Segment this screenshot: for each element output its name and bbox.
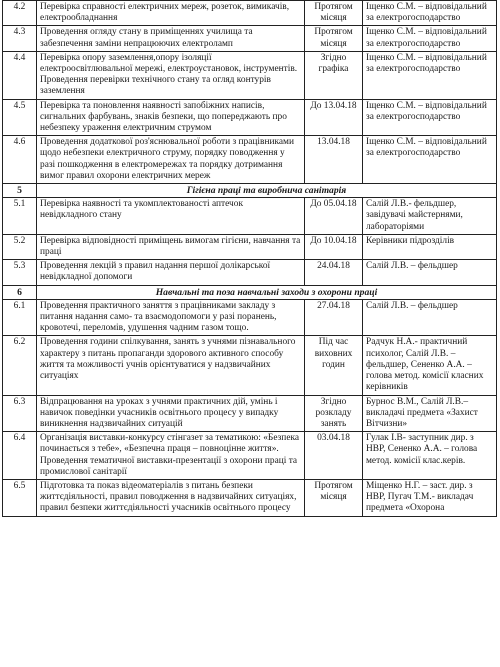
row-number: 6.2 bbox=[3, 336, 37, 395]
responsible-person: Бурнос В.М., Салій Л.В.– викладачі предмета «Захист Вітчизни» bbox=[363, 395, 497, 432]
section-title: Навчальні та поза навчальні заходи з охорони праці bbox=[37, 285, 497, 299]
deadline: Під час виховних годин bbox=[305, 336, 363, 395]
row-number: 6.3 bbox=[3, 395, 37, 432]
responsible-person: Гулак І.В- заступник дир. з НВР, Сененко А.А. – голова метод. комісії клас.керів. bbox=[363, 432, 497, 480]
responsible-person: Іщенко С.М. – відповідальний за електрогосподарство bbox=[363, 99, 497, 136]
safety-plan-table bbox=[2, 0, 497, 517]
deadline: 03.04.18 bbox=[305, 432, 363, 480]
table-row bbox=[3, 336, 497, 395]
measure-text: Перевірка опору заземлення,опору ізоляції електроосвітлювальної мережі, електроустановок, інструментів. Проведення перевірки технічного стану та огляд контурів заземлення bbox=[37, 51, 305, 99]
table-row bbox=[3, 136, 497, 184]
deadline: Протягом місяця bbox=[305, 1, 363, 26]
table-row bbox=[3, 1, 497, 26]
responsible-person: Іщенко С.М. – відповідальний за електрогосподарство bbox=[363, 136, 497, 184]
measure-text: Організація виставки-конкурсу стінгазет за тематикою: «Безпека починається з тебе», «Безпечна праця – повноцінне життя». Проведення тематичної виставки-презентації з охорони праці та промислової санітарії bbox=[37, 432, 305, 480]
measure-text: Перевірка наявності та укомплектованості аптечок невідкладного стану bbox=[37, 198, 305, 235]
deadline: До 05.04.18 bbox=[305, 198, 363, 235]
section-header-row bbox=[3, 184, 497, 198]
deadline: Згідно розкладу занять bbox=[305, 395, 363, 432]
table-row bbox=[3, 234, 497, 259]
row-number: 4.2 bbox=[3, 1, 37, 26]
deadline: Протягом місяця bbox=[305, 26, 363, 51]
measure-text: Перевірка відповідності приміщень вимогам гігієни, навчання та праці bbox=[37, 234, 305, 259]
table-row bbox=[3, 26, 497, 51]
table-row bbox=[3, 99, 497, 136]
section-title: Гігієна праці та виробнича санітарія bbox=[37, 184, 497, 198]
table-row bbox=[3, 479, 497, 516]
row-number: 5.1 bbox=[3, 198, 37, 235]
responsible-person: Іщенко С.М. – відповідальний за електрогосподарство bbox=[363, 51, 497, 99]
row-number: 4.4 bbox=[3, 51, 37, 99]
row-number: 5.3 bbox=[3, 260, 37, 285]
deadline: До 13.04.18 bbox=[305, 99, 363, 136]
responsible-person: Керівники підрозділів bbox=[363, 234, 497, 259]
deadline: 27.04.18 bbox=[305, 299, 363, 336]
responsible-person: Салій Л.В. – фельдшер bbox=[363, 260, 497, 285]
table-row bbox=[3, 395, 497, 432]
document-page bbox=[2, 0, 498, 517]
measure-text: Перевірка справності електричних мереж, розеток, вимикачів, електрообладнання bbox=[37, 1, 305, 26]
row-number: 6.1 bbox=[3, 299, 37, 336]
measure-text: Проведення практичного заняття з працівниками закладу з питання надання само- та взаємодопомоги у разі поранень, кровотечі, переломів, удушення чадним газом тощо. bbox=[37, 299, 305, 336]
measure-text: Проведення години спілкування, занять з учнями пізнавального характеру з питань пропаганди здорового активного способу життя та можливості учнів орієнтуватися у надзвичайних ситуаціях bbox=[37, 336, 305, 395]
responsible-person: Салій Л.В. – фельдшер bbox=[363, 299, 497, 336]
measure-text: Проведення лекцій з правил надання першої долікарської невідкладної допомоги bbox=[37, 260, 305, 285]
table-row bbox=[3, 260, 497, 285]
measure-text: Перевірка та поновлення наявності запобіжних написів, сигнальних фарбувань, знаків безпеки, що попереджають про небезпеку ураження електричним струмом bbox=[37, 99, 305, 136]
measure-text: Проведення додаткової роз'яснювальної роботи з працівниками щодо небезпеки електричного струму, порядку поводження у разі пошкодження в електромережах та порядку дотримання вимог правил охорони електричних мереж bbox=[37, 136, 305, 184]
table-row bbox=[3, 198, 497, 235]
deadline: 24.04.18 bbox=[305, 260, 363, 285]
section-number: 6 bbox=[3, 285, 37, 299]
deadline: 13.04.18 bbox=[305, 136, 363, 184]
row-number: 4.6 bbox=[3, 136, 37, 184]
measure-text: Проведення огляду стану в приміщеннях училища та забезпечення заміни непрацюючих електроламп bbox=[37, 26, 305, 51]
measure-text: Відпрацювання на уроках з учнями практичних дій, умінь і навичок поведінки учасників освітнього процесу у випадку виникнення надзвичайних ситуацій bbox=[37, 395, 305, 432]
deadline: Протягом місяця bbox=[305, 479, 363, 516]
section-number: 5 bbox=[3, 184, 37, 198]
responsible-person: Міщенко Н.Г. – заст. дир. з НВР, Пугач Т.М.- викладач предмета «Охорона bbox=[363, 479, 497, 516]
deadline: Згідно графіка bbox=[305, 51, 363, 99]
responsible-person: Іщенко С.М. – відповідальний за електрогосподарство bbox=[363, 26, 497, 51]
row-number: 4.5 bbox=[3, 99, 37, 136]
row-number: 5.2 bbox=[3, 234, 37, 259]
table-row bbox=[3, 432, 497, 480]
table-row bbox=[3, 299, 497, 336]
responsible-person: Радчук Н.А.- практичний психолог, Салій Л.В. – фельдшер, Сененко А.А. – голова метод. комісії класних керівників bbox=[363, 336, 497, 395]
section-header-row bbox=[3, 285, 497, 299]
measure-text: Підготовка та показ відеоматеріалів з питань безпеки життєдіяльності, правил поводження в надзвичайних ситуаціях, правил безпеки життєдіяльності учасників освітнього процесу bbox=[37, 479, 305, 516]
table-body bbox=[3, 1, 497, 517]
row-number: 6.5 bbox=[3, 479, 37, 516]
responsible-person: Іщенко С.М. – відповідальний за електрогосподарство bbox=[363, 1, 497, 26]
row-number: 6.4 bbox=[3, 432, 37, 480]
table-row bbox=[3, 51, 497, 99]
responsible-person: Салій Л.В.- фельдшер, завідувачі майстернями, лабораторіями bbox=[363, 198, 497, 235]
row-number: 4.3 bbox=[3, 26, 37, 51]
deadline: До 10.04.18 bbox=[305, 234, 363, 259]
